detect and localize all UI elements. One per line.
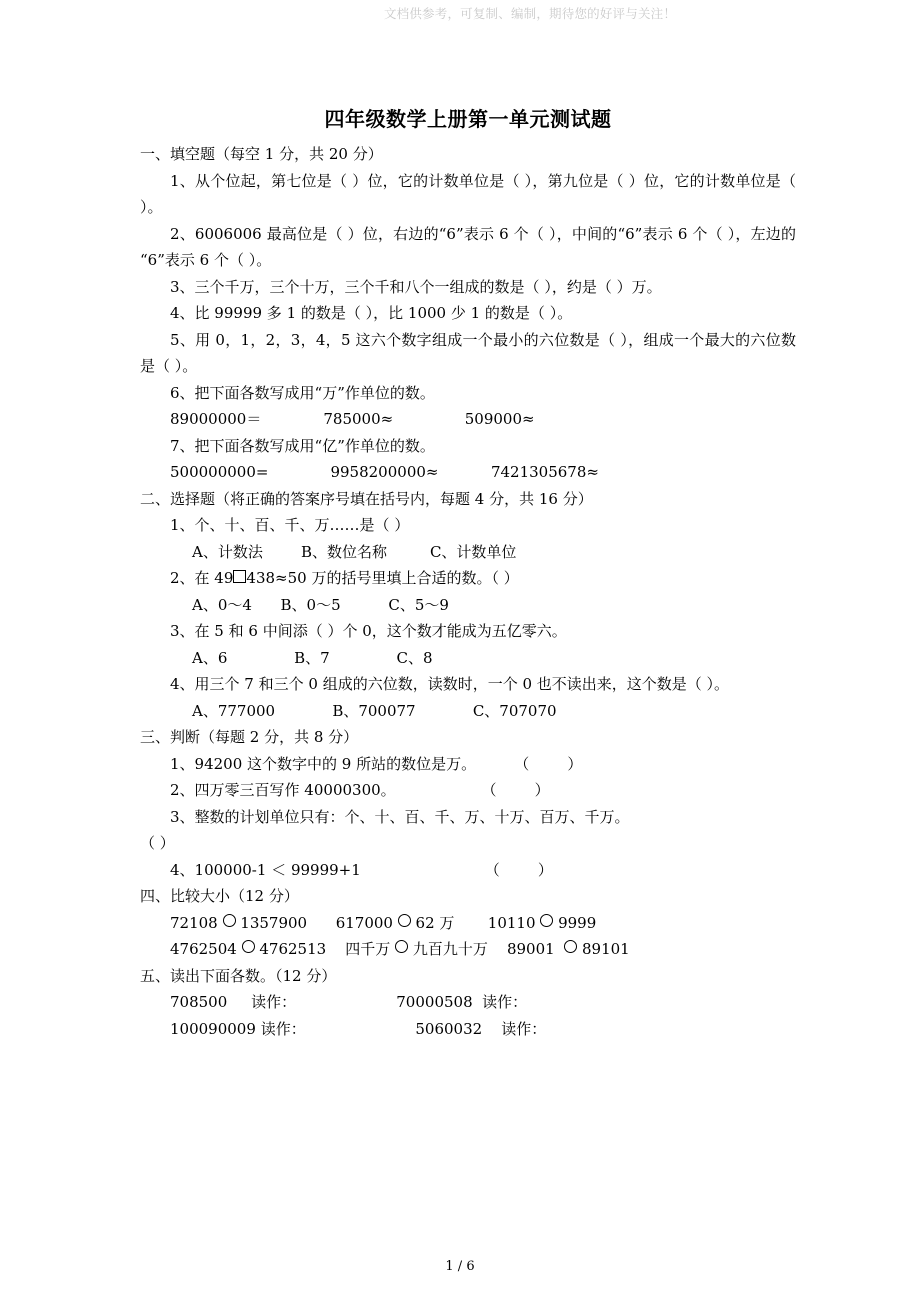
spacer xyxy=(252,596,281,614)
choice-q3-option-a: A、6 xyxy=(192,648,228,667)
circle-blank-icon xyxy=(395,940,408,953)
spacer xyxy=(482,1020,501,1038)
choice-q2-option-a: A、0～4 xyxy=(192,595,252,614)
spacer xyxy=(438,463,490,481)
document-content xyxy=(140,104,796,1042)
blank-box-icon xyxy=(233,570,246,583)
read-r2-right-label: 读作： xyxy=(501,1019,547,1038)
read-r2-left-label: 读作： xyxy=(260,1019,306,1038)
spacer xyxy=(473,993,483,1011)
read-r1-left-number: 708500 xyxy=(170,993,228,1011)
circle-blank-icon xyxy=(242,940,255,953)
section-heading-judge: 三、判断（每题 2 分，共 8 分） xyxy=(140,728,359,746)
spacer xyxy=(330,649,397,667)
choice-q3-option-b: B、7 xyxy=(294,648,330,667)
fill-question-3: 3、三个千万，三个十万，三个千和八个一组成的数是（ ），约是（ ）万。 xyxy=(170,277,662,296)
section-heading-compare: 四、比较大小（12 分） xyxy=(140,887,299,905)
judge-q4-answer-bracket: （ ） xyxy=(484,860,553,879)
choice-question-2 xyxy=(140,565,796,592)
section-heading-fill: 一、填空题（每空 1 分，共 20 分） xyxy=(140,145,383,163)
section-heading-choice: 二、选择题（将正确的答案序号填在括号内，每题 4 分，共 16 分） xyxy=(140,489,593,508)
choice-question-1: 1、个、十、百、千、万……是（ ） xyxy=(170,516,410,534)
compare-r2-c2-left: 四千万 xyxy=(345,940,391,958)
choice-q2-prefix: 2、在 49 xyxy=(170,569,234,587)
spacer xyxy=(416,702,473,720)
read-row xyxy=(140,989,796,1016)
compare-r2-c1-left: 4762504 xyxy=(170,940,237,958)
choice-q4-option-c: C、707070 xyxy=(472,701,557,720)
choice-question-1-options xyxy=(140,539,796,566)
read-r2-right-number: 5060032 xyxy=(415,1019,483,1038)
spacer xyxy=(488,940,507,958)
fill-question-2: 2、6006006 最高位是（ ）位，右边的“6”表示 6 个（ ），中间的“6”表示 6 个（ ），左边的“6”表示 6 个（ ）。 xyxy=(140,224,796,269)
spacer xyxy=(361,861,485,879)
compare-r2-c2-right: 九百九十万 xyxy=(412,940,488,958)
spacer xyxy=(268,463,330,481)
fill-question-5: 5、用 0，1，2，3，4，5 这六个数字组成一个最小的六位数是（ ），组成一个最大的六位数是（ ）。 xyxy=(140,330,796,375)
compare-r2-c1-right: 4762513 xyxy=(259,940,327,958)
page-footer: 1 / 6 xyxy=(445,1259,475,1274)
fill-question-7: 7、把下面各数写成用“亿”作单位的数。 xyxy=(170,436,435,455)
choice-q2-option-c: C、5～9 xyxy=(388,595,449,614)
spacer xyxy=(227,993,251,1011)
judge-q1-answer-bracket: （ ） xyxy=(514,754,583,773)
compare-row xyxy=(140,910,796,937)
choice-question-4: 4、用三个 7 和三个 0 组成的六位数，读数时，一个 0 也不读出来，这个数是（ ）。 xyxy=(170,675,730,693)
fill-question-7-items xyxy=(140,459,796,486)
circle-blank-icon xyxy=(564,940,577,953)
fill-q6-item-2: 785000≈ xyxy=(323,410,394,428)
choice-q4-option-a: A、777000 xyxy=(192,701,276,720)
spacer xyxy=(454,914,487,932)
fill-question-4: 4、比 99999 多 1 的数是（ ），比 1000 少 1 的数是（ ）。 xyxy=(170,304,573,322)
read-row xyxy=(140,1016,796,1043)
fill-q6-item-3: 509000≈ xyxy=(464,410,535,428)
fill-question-6: 6、把下面各数写成用“万”作单位的数。 xyxy=(170,383,435,402)
compare-r2-c3-right: 89101 xyxy=(581,940,630,958)
compare-row xyxy=(140,936,796,963)
spacer xyxy=(307,914,336,932)
choice-q2-option-b: B、0～5 xyxy=(280,595,341,614)
compare-r1-c2-right: 62 万 xyxy=(415,913,455,932)
spacer xyxy=(261,410,323,428)
judge-question-4 xyxy=(140,857,796,884)
spacer xyxy=(396,781,482,799)
section-heading-read: 五、读出下面各数。（12 分） xyxy=(140,966,337,985)
spacer xyxy=(275,702,332,720)
judge-question-2 xyxy=(140,777,796,804)
read-r1-left-label: 读作： xyxy=(251,993,297,1011)
choice-q1-option-c: C、计数单位 xyxy=(429,542,517,561)
circle-blank-icon xyxy=(398,914,411,927)
compare-r1-c3-left: 10110 xyxy=(487,913,536,932)
fill-q7-item-2: 9958200000≈ xyxy=(330,463,439,481)
choice-q3-option-c: C、8 xyxy=(396,648,433,667)
judge-q1-text: 1、94200 这个数字中的 9 所站的数位是万。 xyxy=(170,754,477,773)
fill-q7-item-1: 500000000= xyxy=(170,463,269,481)
judge-question-3-answer-bracket: （ ） xyxy=(140,834,175,852)
judge-q2-answer-bracket: （ ） xyxy=(481,781,550,799)
read-r1-right-label: 读作： xyxy=(482,993,528,1011)
spacer xyxy=(263,543,301,561)
spacer xyxy=(227,649,294,667)
read-r2-left-number: 100090009 xyxy=(170,1019,256,1038)
read-r1-right-number: 70000508 xyxy=(396,993,473,1011)
choice-q1-option-a: A、计数法 xyxy=(192,542,263,561)
compare-r2-c3-left: 89001 xyxy=(506,940,555,958)
watermark-header: 文档供参考，可复制、编制，期待您的好评与关注！ xyxy=(383,6,677,21)
choice-question-3: 3、在 5 和 6 中间添（ ）个 0，这个数才能成为五亿零六。 xyxy=(170,622,567,640)
compare-r1-c2-left: 617000 xyxy=(335,913,393,932)
spacer xyxy=(387,543,430,561)
compare-r1-c1-right: 1357900 xyxy=(240,913,308,932)
fill-q7-item-3: 7421305678≈ xyxy=(490,463,599,481)
judge-q4-text: 4、100000-1 ＜ 99999+1 xyxy=(170,860,361,879)
fill-q6-item-1: 89000000＝ xyxy=(170,410,262,428)
spacer xyxy=(393,410,465,428)
fill-question-6-items xyxy=(140,406,796,433)
judge-q2-text: 2、四万零三百写作 40000300。 xyxy=(170,781,396,799)
fill-question-1: 1、从个位起，第七位是（ ）位，它的计数单位是（ ），第九位是（ ）位，它的计数单位是（ ）。 xyxy=(140,171,796,216)
circle-blank-icon xyxy=(223,914,236,927)
circle-blank-icon xyxy=(540,914,553,927)
judge-question-1 xyxy=(140,751,796,778)
spacer xyxy=(326,940,345,958)
choice-q4-option-b: B、700077 xyxy=(332,701,416,720)
compare-r1-c3-right: 9999 xyxy=(558,913,597,932)
choice-question-3-options xyxy=(140,645,796,672)
compare-r1-c1-left: 72108 xyxy=(170,913,218,932)
choice-q1-option-b: B、数位名称 xyxy=(301,542,388,561)
spacer xyxy=(306,1020,416,1038)
choice-question-2-options xyxy=(140,592,796,619)
spacer xyxy=(296,993,396,1011)
choice-q2-suffix: 438≈50 万的括号里填上合适的数。（ ） xyxy=(246,569,519,587)
page-title: 四年级数学上册第一单元测试题 xyxy=(324,107,612,131)
spacer xyxy=(476,755,514,773)
judge-question-3: 3、整数的计划单位只有：个、十、百、千、万、十万、百万、千万。 xyxy=(170,807,630,826)
spacer xyxy=(341,596,389,614)
choice-question-4-options xyxy=(140,698,796,725)
